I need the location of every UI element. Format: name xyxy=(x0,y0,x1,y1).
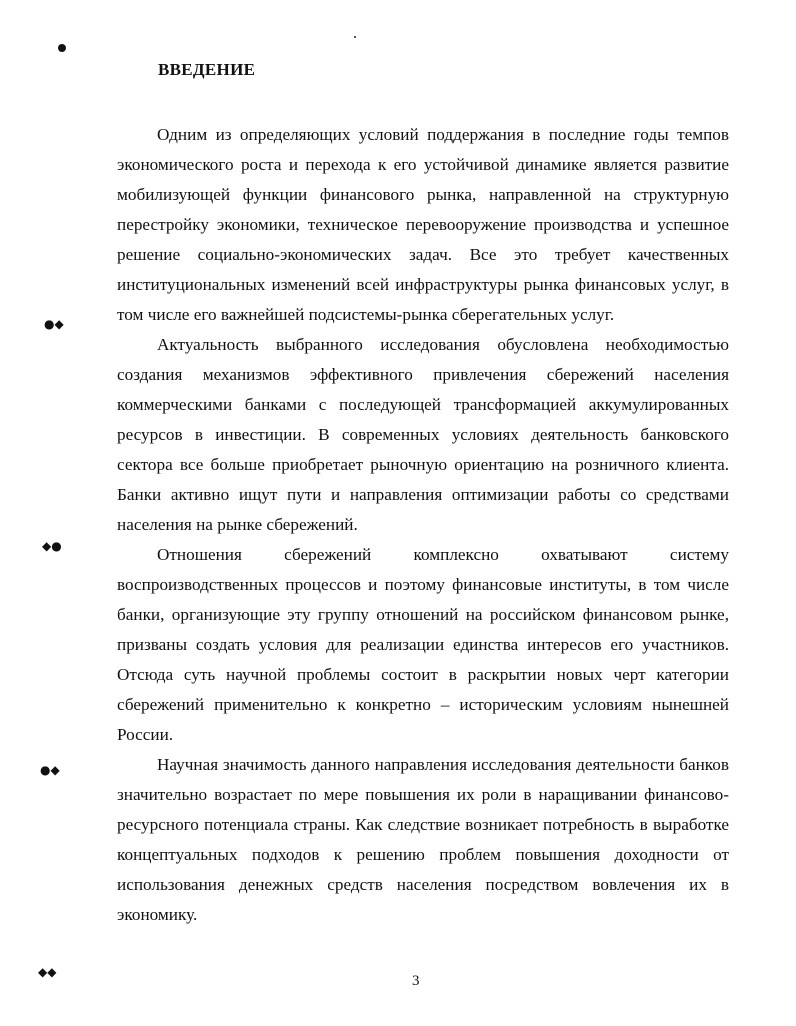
paragraph-3: Отношения сбережений комплексно охватывают систему воспроизводственных процессов и поэтому финансовые институты, в том числе банки, организующие эту группу отношений на российском финансовом рынке, призваны создать условия для реализации единства интересов его участников. Отсюда суть научной проблемы состоит в раскрытии новых черт категории сбережений применительно к конкретно – историческим условиям нынешней России. xyxy=(117,545,729,744)
page-number: 3 xyxy=(412,973,420,989)
margin-mark: ◆◆ xyxy=(38,965,57,979)
body-text xyxy=(117,120,729,930)
margin-mark: ●◆ xyxy=(40,763,60,777)
paragraph-1: Одним из определяющих условий поддержания в последние годы темпов экономического роста и перехода к его устойчивой динамике является развитие мобилизующей функции финансового рынка, направленной на структурную перестройку экономики, техническое перевооружение производства и успешное решение социально-экономических задач. Все это требует качественных институциональных изменений всей инфраструктуры рынка финансовых услуг, в том числе его важнейшей подсистемы-рынка сберегательных услуг. xyxy=(117,125,729,324)
paragraph-2: Актуальность выбранного исследования обусловлена необходимостью создания механизмов эффективного привлечения сбережений населения коммерческими банками с последующей трансформацией аккумулированных ресурсов в инвестиции. В современных условиях деятельность банковского сектора все больше приобретает рыночную ориентацию на розничного клиента. Банки активно ищут пути и направления оптимизации работы со средствами населения на рынке сбережений. xyxy=(117,335,729,534)
margin-mark xyxy=(58,44,66,52)
page-heading: ВВЕДЕНИЕ xyxy=(158,60,256,79)
margin-mark: ◆● xyxy=(42,539,62,553)
margin-mark: ●◆ xyxy=(44,317,64,331)
scan-speck xyxy=(354,36,356,38)
paragraph-4: Научная значимость данного направления исследования деятельности банков значительно возрастает по мере повышения их роли в наращивании финансово-ресурсного потенциала страны. Как следствие возникает потребность в выработке концептуальных подходов к решению проблем повышения доходности от использования денежных средств населения посредством вовлечения их в экономику. xyxy=(117,755,729,924)
